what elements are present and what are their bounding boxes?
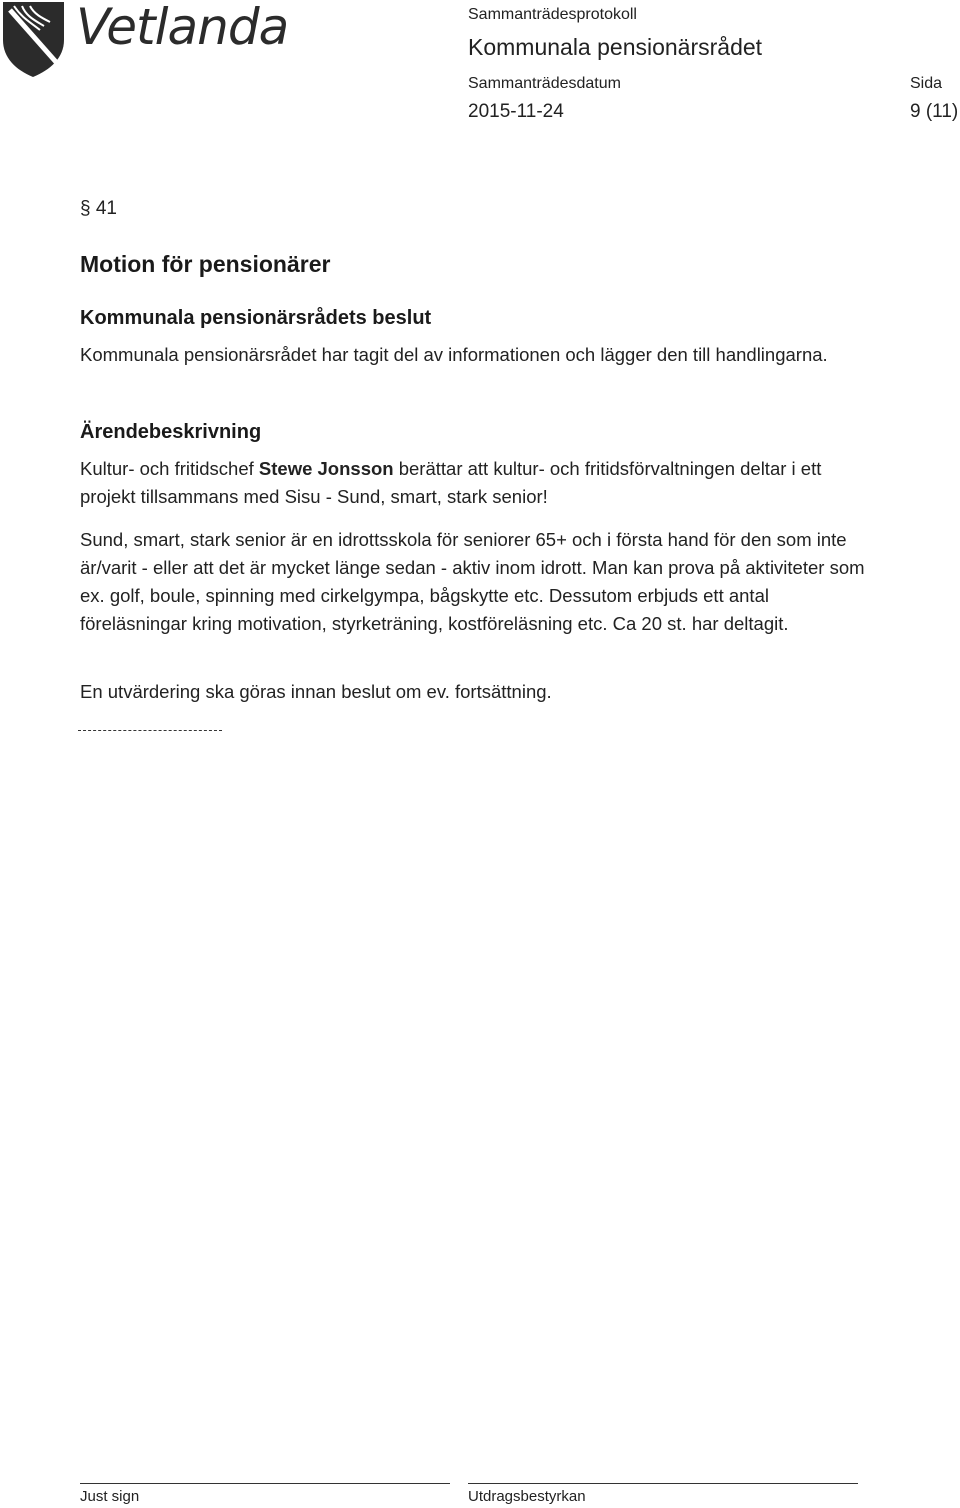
person-name: Stewe Jonsson bbox=[258, 458, 394, 479]
certification-line bbox=[468, 1483, 858, 1484]
description-intro-start: Kultur- och fritidschef bbox=[80, 458, 259, 479]
description-heading: Ärendebeskrivning bbox=[80, 421, 262, 443]
just-sign-line bbox=[80, 1483, 450, 1484]
section-number: § 41 bbox=[80, 198, 117, 219]
date-label: Sammanträdesdatum bbox=[468, 75, 621, 92]
page-label: Sida bbox=[910, 75, 943, 92]
committee-name: Kommunala pensionärsrådet bbox=[468, 34, 763, 60]
decision-text: Kommunala pensionärsrådet har tagit del av informationen och lägger den till handlingarna. bbox=[80, 344, 828, 365]
evaluation-text: En utvärdering ska göras innan beslut om ev. fortsättning. bbox=[80, 681, 552, 702]
description-intro bbox=[80, 455, 880, 511]
doc-type: Sammanträdesprotokoll bbox=[468, 6, 637, 23]
description-body: Sund, smart, stark senior är en idrottsskola för seniorer 65+ och i första hand för den som inte är/varit - eller att det är mycket länge sedan - aktiv inom idrott. Man kan prova på aktiviteter som ex. golf, boule, spinning med cirkelgympa, bågskytte etc. Dessutom erbjuds ett antal föreläsningar kring motivation, styrketräning, kostföreläsning etc. Ca 20 st. har deltagit. bbox=[80, 529, 865, 634]
meeting-date: 2015-11-24 bbox=[468, 101, 564, 122]
decision-heading: Kommunala pensionärsrådets beslut bbox=[80, 307, 432, 329]
coat-of-arms-icon bbox=[0, 0, 70, 80]
certification-label: Utdragsbestyrkan bbox=[468, 1488, 586, 1505]
description-intro-end: berättar att kultur- och fritidsförvaltningen deltar i ett projekt tillsammans med Sisu - Sund, smart, stark senior! bbox=[80, 458, 822, 507]
page-number: 9 (11) bbox=[910, 101, 959, 122]
brand-name: Vetlanda bbox=[76, 0, 289, 56]
section-title: Motion för pensionärer bbox=[80, 251, 331, 277]
vetlanda-logo bbox=[0, 0, 300, 80]
section-divider bbox=[78, 730, 222, 731]
just-sign-label: Just sign bbox=[80, 1488, 140, 1505]
